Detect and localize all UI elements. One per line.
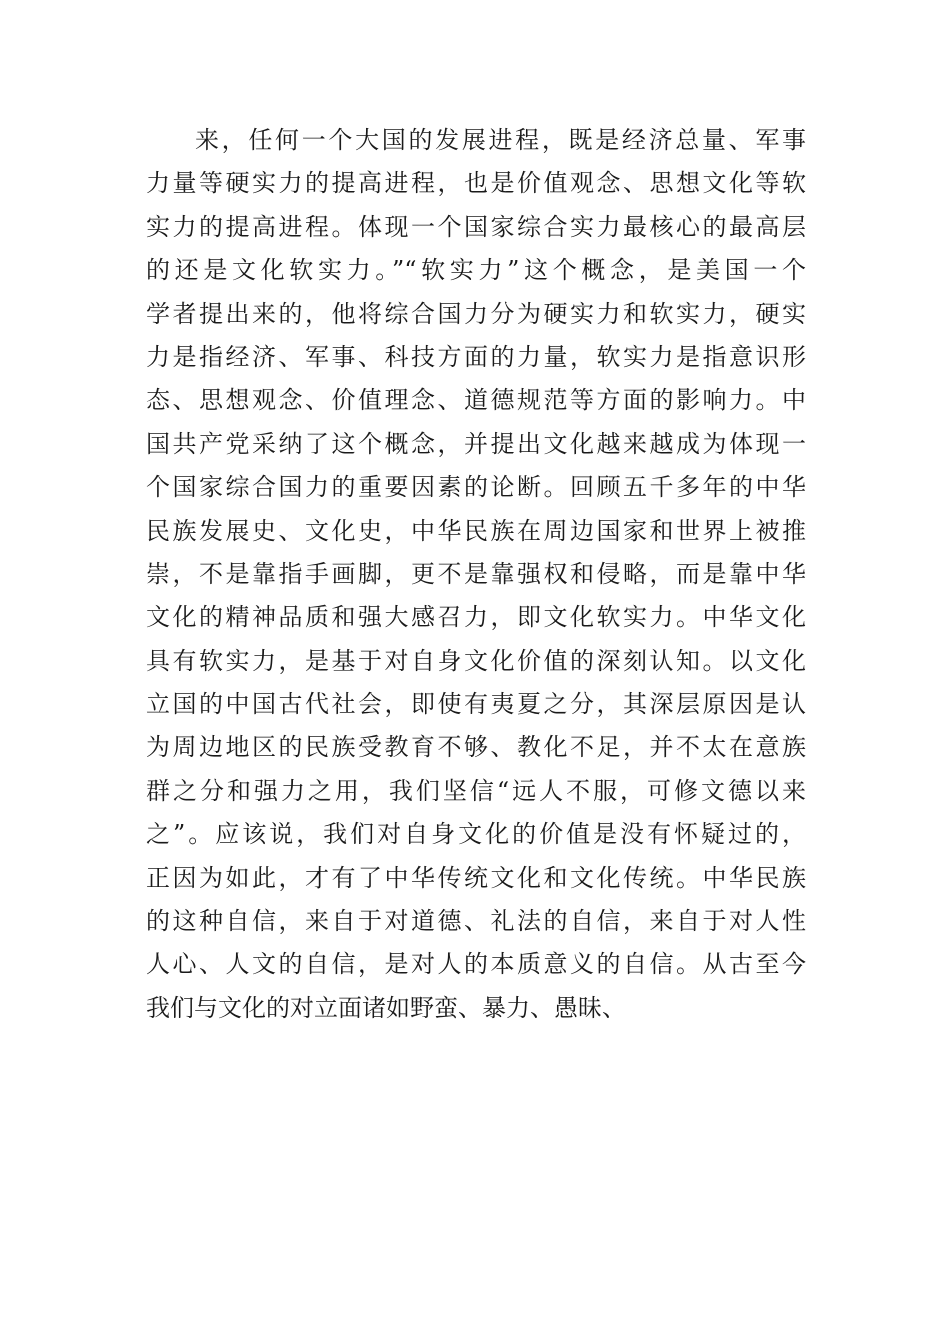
text-line: 国共产党采纳了这个概念，并提出文化越来越成为体现一 [146,429,806,458]
text-line: 学者提出来的，他将综合国力分为硬实力和软实力，硬实 [146,299,806,328]
text-line: 具有软实力，是基于对自身文化价值的深刻认知。以文化 [146,646,806,675]
text-line: 人心、人文的自信，是对人的本质意义的自信。从古至今 [146,950,806,979]
text-line: 实力的提高进程。体现一个国家综合实力最核心的最高层 [146,212,806,241]
text-line: 力量等硬实力的提高进程，也是价值观念、思想文化等软 [146,169,806,198]
text-line: 我们与文化的对立面诸如野蛮、暴力、愚昧、 [146,993,626,1022]
text-line: 个国家综合国力的重要因素的论断。回顾五千多年的中华 [146,473,806,502]
text-line: 力是指经济、军事、科技方面的力量，软实力是指意识形 [146,342,806,371]
text-line: 立国的中国古代社会，即使有夷夏之分，其深层原因是认 [146,690,806,719]
text-line: 之”。应该说，我们对自身文化的价值是没有怀疑过的， [146,820,806,849]
text-line: 民族发展史、文化史，中华民族在周边国家和世界上被推 [146,516,806,545]
text-line: 崇，不是靠指手画脚，更不是靠强权和侵略，而是靠中华 [146,559,806,588]
text-line: 为周边地区的民族受教育不够、教化不足，并不太在意族 [146,733,806,762]
text-line: 群之分和强力之用，我们坚信“远人不服，可修文德以来 [146,776,806,805]
text-line: 的还是文化软实力。”“软实力”这个概念，是美国一个 [146,256,806,285]
text-line: 态、思想观念、价值理念、道德规范等方面的影响力。中 [146,386,806,415]
text-line: 的这种自信，来自于对道德、礼法的自信，来自于对人性 [146,907,806,936]
body-text [146,119,806,1030]
text-line: 正因为如此，才有了中华传统文化和文化传统。中华民族 [146,863,806,892]
text-line: 文化的精神品质和强大感召力，即文化软实力。中华文化 [146,603,806,632]
text-line: 来，任何一个大国的发展进程，既是经济总量、军事 [195,126,806,154]
